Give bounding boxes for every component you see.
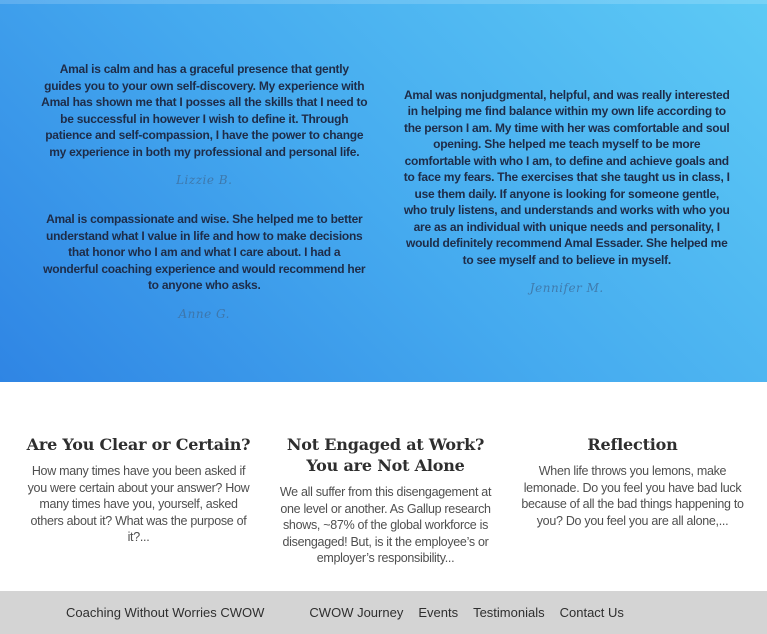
footer-nav xyxy=(309,605,624,620)
post-excerpt: We all suffer from this disengagement at one level or another. As Gallup research shows, ~87% of the global workforce is disengaged! But, is it the employee’s or employer’s responsibility... xyxy=(279,485,492,565)
post-card xyxy=(273,434,498,591)
testimonial-quote: Amal is calm and has a graceful presence that gently guides you to your own self-discovery. My experience with Amal has shown me that I posses all the skills that I need to be successful in however I wish to define it. Through patience and self-compassion, I have the power to change my experience in both my professional and personal life. xyxy=(41,62,368,159)
testimonial xyxy=(403,87,732,296)
testimonial-quote: Amal was nonjudgmental, helpful, and was really interested in helping me find balance within my own life according to the person I am. My time with her was comfortable and soul opening. She helped me teach myself to be more comfortable with who I am, to define and achieve goals and to face my fears. The exercises that she taught us in class, I use them daily. If anyone is looking for someone gentle, who truly listens, and understands and works with who you are as an individual with unique needs and personality, I would definitely recommend Amal Essader. She helped me to see myself and to believe in myself. xyxy=(403,87,730,267)
testimonial xyxy=(40,61,369,187)
testimonial-quote: Amal is compassionate and wise. She helped me to better understand what I value in life and how to make decisions that honor who I am and what I care about. I had a wonderful coaching experience and would recommend her to anyone who asks. xyxy=(43,212,366,293)
footer-site-name-link[interactable]: Coaching Without Worries CWOW xyxy=(66,605,265,620)
footer-nav-contact-us[interactable]: Contact Us xyxy=(559,605,624,620)
testimonials-right-column xyxy=(403,0,732,382)
blog-posts-section xyxy=(0,382,767,591)
post-title-link[interactable]: Reflection xyxy=(587,435,678,454)
testimonial-author: Jennifer M. xyxy=(529,281,604,296)
footer-nav-cwow-journey[interactable]: CWOW Journey xyxy=(309,605,404,620)
post-card xyxy=(26,434,251,591)
testimonial xyxy=(40,211,369,321)
testimonial-author: Lizzie B. xyxy=(176,173,233,188)
footer-nav-testimonials[interactable]: Testimonials xyxy=(473,605,545,620)
testimonial-author: Anne G. xyxy=(178,306,230,321)
testimonials-left-column xyxy=(40,0,369,382)
footer xyxy=(0,591,767,634)
post-card xyxy=(520,434,745,591)
post-title-link[interactable]: Not Engaged at Work? You are Not Alone xyxy=(286,435,485,475)
footer-nav-events[interactable]: Events xyxy=(418,605,459,620)
post-excerpt: When life throws you lemons, make lemonade. Do you feel you have bad luck because of all the bad things happening to you? Do you feel you are all alone,... xyxy=(521,464,744,528)
post-excerpt: How many times have you been asked if you were certain about your answer? How many times have you, yourself, asked others about it? What was the purpose of it?... xyxy=(27,464,250,544)
post-title-link[interactable]: Are You Clear or Certain? xyxy=(26,435,251,454)
